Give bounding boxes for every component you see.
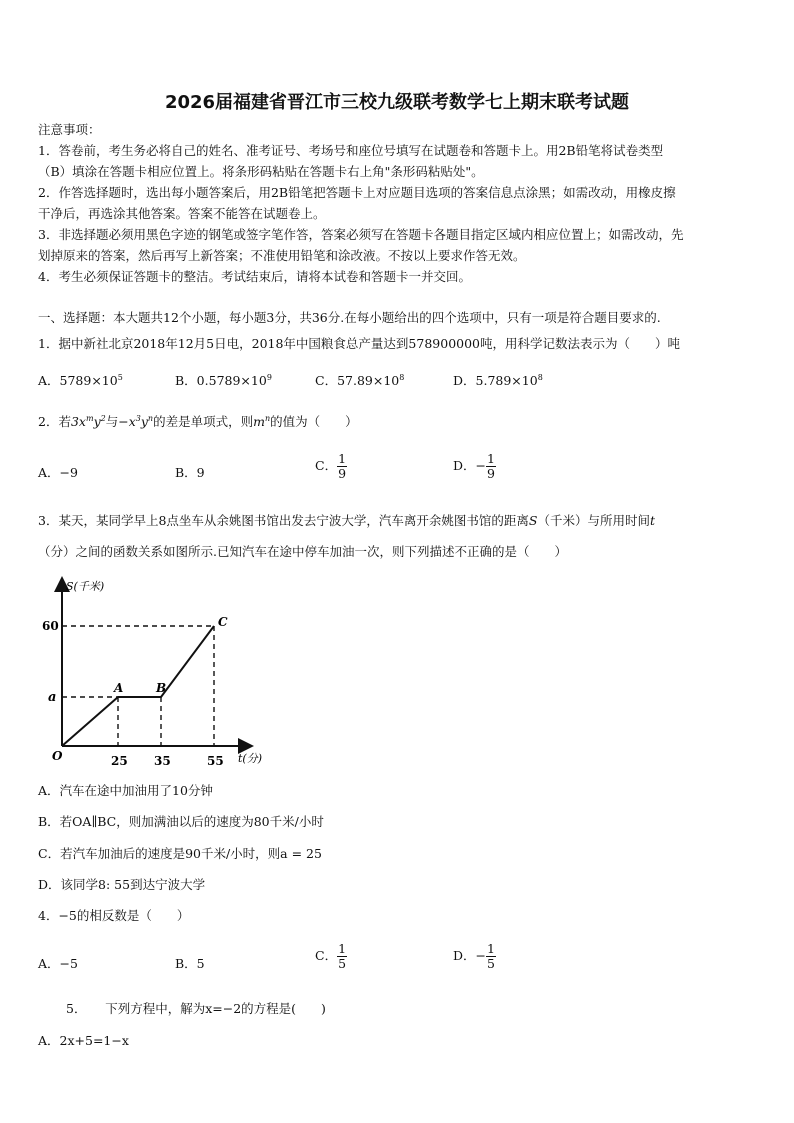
notice-line: 干净后，再选涂其他答案。答案不能答在试题卷上。 [38, 206, 326, 221]
question-1-stem: 1．据中新社北京2018年12月5日电，2018年中国粮食总产量达到578900000吨，用科学记数法表示为（ ）吨 [38, 336, 681, 351]
x-tick-55: 55 [207, 754, 224, 768]
question-3-stem: 3．某天，某同学早上8点坐车从余姚图书馆出发去宁波大学，汽车离开余姚图书馆的距离S（千米）与所用时间t [38, 513, 656, 528]
q3-option-a[interactable]: A．汽车在途中加油用了10分钟 [38, 783, 213, 798]
question-4-stem: 4．−5的相反数是（ ） [38, 908, 190, 923]
q5-option-a[interactable]: A．2x+5=1−x [38, 1033, 129, 1048]
y-tick-60: 60 [42, 619, 59, 633]
origin-label: O [52, 749, 63, 763]
notice-line: 1．答卷前，考生务必将自己的姓名、准考证号、考场号和座位号填写在试题卷和答题卡上。用2B铅笔将试卷类型 [38, 143, 664, 158]
q3-option-d[interactable]: D．该同学8: 55到达宁波大学 [38, 877, 206, 892]
point-b-label: B [156, 681, 167, 695]
question-2-stem: 2．若$3x^my^2$与$-x^3y^n$的差是单项式，则$m^n$的值为（ ） [38, 413, 358, 429]
x-axis-label: t(分) [238, 752, 263, 765]
section-heading: 一、选择题：本大题共12个小题，每小题3分，共36分.在每小题给出的四个选项中，只有一项是符合题目要求的. [38, 310, 661, 325]
q2-option-a[interactable]: A．−9 [38, 465, 78, 480]
q1-option-a[interactable]: A．$5789\times 10^5$ [38, 372, 123, 388]
y-axis-label: S(千米) [66, 580, 105, 593]
notice-line: （B）填涂在答题卡相应位置上。将条形码粘贴在答题卡右上角"条形码粘贴处"。 [38, 164, 484, 179]
fraction: $\frac{1}{5}$ [338, 941, 347, 971]
q4-option-c[interactable]: C． $\frac{1}{5}$ [315, 941, 347, 971]
q4-option-b[interactable]: B．5 [175, 956, 205, 971]
q3-option-c[interactable]: C．若汽车加油后的速度是90千米/小时，则a = 25 [38, 846, 322, 861]
q3-option-b[interactable]: B．若OA∥BC，则加满油以后的速度为80千米/小时 [38, 814, 324, 829]
x-tick-25: 25 [111, 754, 128, 768]
distance-line [62, 626, 214, 746]
notice-heading: 注意事项： [38, 122, 101, 137]
fraction: $\frac{1}{9}$ [338, 451, 347, 481]
notice-line: 划掉原来的答案，然后再写上新答案；不准使用铅笔和涂改液。不按以上要求作答无效。 [38, 248, 526, 263]
q2-option-d[interactable]: D．− $\frac{1}{9}$ [453, 451, 495, 481]
question-3-stem-line2: （分）之间的函数关系如图所示.已知汽车在途中停车加油一次，则下列描述不正确的是（ ） [38, 544, 567, 559]
point-a-label: A [114, 681, 124, 695]
fraction: $\frac{1}{5}$ [487, 941, 495, 971]
notice-line: 4．考生必须保证答题卡的整洁。考试结束后，请将本试卷和答题卡一并交回。 [38, 269, 471, 284]
question-5-stem: 5． 下列方程中，解为x=−2的方程是( ) [66, 1001, 326, 1016]
page-title: 2026届福建省晋江市三校九级联考数学七上期末联考试题 [164, 92, 630, 113]
q4-option-a[interactable]: A．−5 [38, 956, 78, 971]
q1-option-b[interactable]: B．$0.5789\times 10^9$ [175, 372, 272, 388]
notice-line: 3．非选择题必须用黑色字迹的钢笔或签字笔作答，答案必须写在答题卡各题目指定区域内相应位置上；如需改动，先 [38, 227, 684, 242]
point-c-label: C [218, 615, 228, 629]
x-tick-35: 35 [154, 754, 171, 768]
q1-option-d[interactable]: D．$5.789\times 10^8$ [453, 372, 543, 388]
q1-option-c[interactable]: C．$57.89\times 10^8$ [315, 372, 405, 388]
distance-time-graph [38, 574, 288, 774]
fraction: $\frac{1}{9}$ [487, 451, 495, 481]
q2-option-c[interactable]: C． $\frac{1}{9}$ [315, 451, 347, 481]
notice-line: 2．作答选择题时，选出每小题答案后，用2B铅笔把答题卡上对应题目选项的答案信息点涂黑；如需改动，用橡皮擦 [38, 185, 676, 200]
q4-option-d[interactable]: D．− $\frac{1}{5}$ [453, 941, 495, 971]
q2-option-b[interactable]: B．9 [175, 465, 205, 480]
y-tick-a: a [48, 690, 57, 705]
